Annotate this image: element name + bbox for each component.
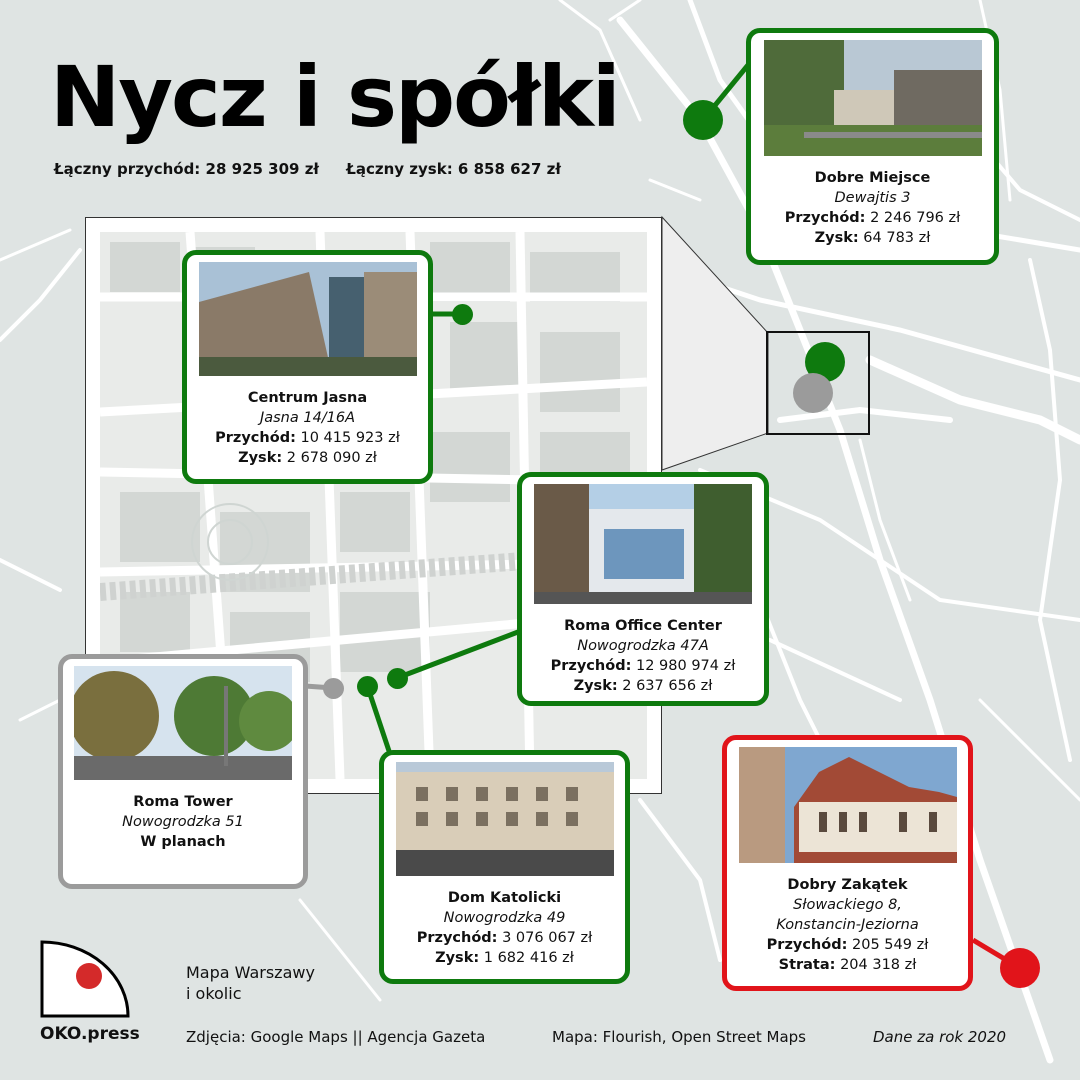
total-profit: Łączny zysk: 6 858 627 zł	[346, 160, 561, 178]
card-address: Nowogrodzka 47A	[577, 638, 709, 654]
total-revenue: Łączny przychód: 28 925 309 zł	[54, 160, 319, 178]
profit-value: 2 637 656 zł	[622, 678, 713, 694]
card-title: Roma Tower	[133, 794, 233, 810]
photo-roma-tower	[74, 666, 292, 780]
profit-value: 2 678 090 zł	[286, 450, 377, 466]
card-title: Roma Office Center	[564, 618, 722, 634]
profit-label: Zysk:	[238, 450, 283, 466]
marker-roma-office-center[interactable]	[387, 668, 408, 689]
marker-dobry-zakatek[interactable]	[1000, 948, 1040, 988]
marker-cluster-gray[interactable]	[793, 373, 833, 413]
photo-dobry-zakatek	[739, 747, 957, 863]
revenue-label: Przychód:	[416, 930, 498, 946]
loss-value: 204 318 zł	[840, 957, 917, 973]
marker-dom-katolicki[interactable]	[357, 676, 378, 697]
revenue-value: 10 415 923 zł	[300, 430, 400, 446]
marker-roma-tower[interactable]	[323, 678, 344, 699]
revenue-label: Przychód:	[215, 430, 296, 446]
card-dobry-zakatek[interactable]	[722, 735, 973, 991]
card-roma-tower[interactable]	[58, 654, 308, 889]
page-title: Nycz i spółki	[50, 48, 619, 146]
photo-dom-katolicki	[396, 762, 614, 876]
revenue-value: 205 549 zł	[852, 937, 929, 953]
revenue-label: Przychód:	[550, 658, 632, 674]
card-address: Nowogrodzka 49	[443, 910, 566, 926]
revenue-value: 3 076 067 zł	[502, 930, 593, 946]
credits-year: Dane za rok 2020	[873, 1028, 1007, 1046]
profit-label: Zysk:	[435, 950, 480, 966]
card-title: Centrum Jasna	[247, 390, 368, 406]
logo-text: OKO.press	[40, 1024, 140, 1044]
profit-label: Zysk:	[814, 230, 859, 246]
legend-line-1: Mapa Warszawy	[186, 963, 315, 982]
card-centrum-jasna[interactable]	[182, 250, 433, 484]
card-status: W planach	[140, 834, 226, 850]
card-address-line2: Konstancin-Jeziorna	[776, 917, 919, 933]
card-address: Jasna 14/16A	[259, 410, 356, 426]
card-address: Słowackiego 8,	[793, 897, 902, 913]
revenue-label: Przychód:	[766, 937, 848, 953]
credits-photos: Zdjęcia: Google Maps || Agencja Gazeta	[186, 1028, 486, 1046]
revenue-value: 2 246 796 zł	[870, 210, 961, 226]
oko-press-logo-icon	[40, 940, 130, 1018]
photo-dobre-miejsce	[764, 40, 982, 156]
card-address: Nowogrodzka 51	[122, 814, 244, 830]
profit-value: 64 783 zł	[863, 230, 931, 246]
revenue-value: 12 980 974 zł	[635, 658, 736, 674]
revenue-label: Przychód:	[784, 210, 866, 226]
connector-roma-office-center	[397, 632, 518, 678]
card-dom-katolicki[interactable]	[379, 750, 630, 984]
credits-map: Mapa: Flourish, Open Street Maps	[552, 1028, 806, 1046]
profit-label: Zysk:	[573, 678, 618, 694]
card-title: Dom Katolicki	[447, 890, 562, 906]
marker-dobre-miejsce[interactable]	[683, 100, 723, 140]
photo-centrum-jasna	[199, 262, 417, 376]
card-dobre-miejsce[interactable]	[746, 28, 999, 265]
marker-centrum-jasna[interactable]	[452, 304, 473, 325]
card-title: Dobry Zakątek	[787, 877, 908, 893]
card-title: Dobre Miejsce	[814, 170, 931, 186]
card-address: Dewajtis 3	[834, 190, 911, 206]
photo-roma-office-center	[534, 484, 752, 604]
profit-value: 1 682 416 zł	[483, 950, 574, 966]
card-roma-office-center[interactable]	[517, 472, 769, 706]
loss-label: Strata:	[778, 957, 836, 973]
map-legend	[186, 962, 346, 1004]
legend-line-2: i okolic	[186, 984, 242, 1003]
